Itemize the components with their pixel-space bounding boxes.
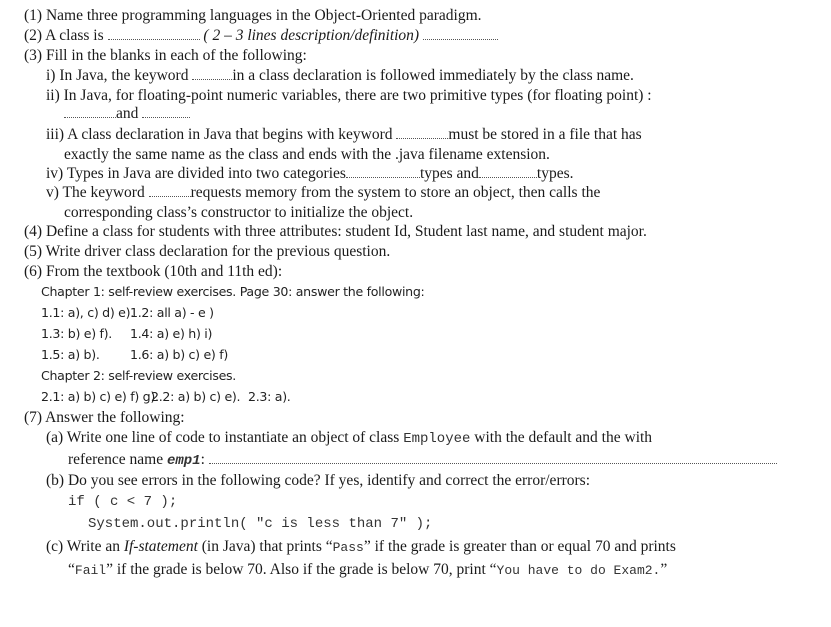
q7-c-text2: (in Java) that prints “ <box>197 538 333 555</box>
q7-c <box>46 537 676 557</box>
q7-c-cont <box>68 560 667 580</box>
q3-v-text: v) The keyword <box>46 184 149 201</box>
blank <box>142 105 190 118</box>
q7-a <box>46 428 652 449</box>
class-name: Employee <box>403 431 471 447</box>
q3-iv <box>46 164 574 183</box>
exercise-row <box>41 303 214 322</box>
quote: ” <box>660 561 668 578</box>
blank <box>346 165 420 178</box>
exercise-item: 1.2: all a) - e ) <box>130 305 214 320</box>
question-2 <box>24 26 498 45</box>
exercise-item: 2.2: a) b) c) e). <box>151 389 241 404</box>
and-text: and <box>116 105 139 122</box>
exercise-item: 1.1: a), c) d) e). <box>41 305 134 320</box>
exercise-row <box>41 387 291 406</box>
exam2-literal: You have to do Exam2. <box>496 563 661 578</box>
q3-i-text: i) In Java, the keyword <box>46 67 193 84</box>
exercise-row <box>41 324 213 343</box>
q3-iii <box>46 125 642 144</box>
q3-v-cont: corresponding class’s constructor to initialize the object. <box>64 204 414 221</box>
q7-c-text4: ” if the grade is below 70. Also if the grade is below 70, print “ <box>106 561 497 578</box>
blank <box>149 184 191 197</box>
question-4: (4) Define a class for students with three attributes: student Id, Student last name, and student major. <box>24 223 647 240</box>
blank <box>64 105 116 118</box>
q7-c-text3: ” if the grade is greater than or equal 70 and prints <box>363 538 676 555</box>
q7-a-cont <box>68 450 777 471</box>
q3-iii-text2: must be stored in a file that has <box>448 126 642 143</box>
q7-a-text3: reference name <box>68 451 167 468</box>
q3-ii-blanks <box>64 104 190 123</box>
question-5: (5) Write driver class declaration for the previous question. <box>24 243 391 260</box>
exercise-item: 1.5: a) b). <box>41 347 100 362</box>
colon: : <box>200 451 209 468</box>
pass-literal: Pass <box>332 540 364 555</box>
blank <box>479 165 537 178</box>
blank <box>209 451 777 464</box>
chapter-2-heading: Chapter 2: self-review exercises. <box>41 368 237 383</box>
chapter-1-heading: Chapter 1: self-review exercises. Page 30: answer the following: <box>41 284 425 299</box>
q3-iii-text: iii) A class declaration in Java that begins with keyword <box>46 126 397 143</box>
q3-iv-text2: types and <box>419 165 479 182</box>
q3-i <box>46 66 634 85</box>
question-7-title: (7) Answer the following: <box>24 409 185 426</box>
q7-a-text2: with the default and the with <box>470 429 653 446</box>
exercise-item: 1.3: b) e) f). <box>41 326 112 341</box>
exercise-row <box>41 345 228 364</box>
question-1: (1) Name three programming languages in the Object-Oriented paradigm. <box>24 7 482 24</box>
q3-iv-text: iv) Types in Java are divided into two categories <box>46 165 346 182</box>
q3-v-text2: requests memory from the system to store an object, then calls the <box>190 184 601 201</box>
code-line-1: if ( c < 7 ); <box>68 494 178 510</box>
q3-ii: ii) In Java, for floating-point numeric variables, there are two primitive types (for floating point) : <box>46 87 652 104</box>
fail-literal: Fail <box>74 563 107 578</box>
q2-hint: ( 2 – 3 lines description/definition) <box>203 27 420 44</box>
question-3-title: (3) Fill in the blanks in each of the following: <box>24 47 307 64</box>
q7-b: (b) Do you see errors in the following code? If yes, identify and correct the error/errors: <box>46 472 591 489</box>
blank <box>396 126 448 139</box>
quote: “ <box>68 561 75 578</box>
blank <box>423 27 498 40</box>
reference-name: emp1 <box>166 453 201 469</box>
blank <box>192 67 232 80</box>
exercise-item: 2.3: a). <box>248 389 291 404</box>
q3-iii-cont: exactly the same name as the class and ends with the .java filename extension. <box>64 146 550 163</box>
q7-c-text: (c) Write an <box>46 538 124 555</box>
exercise-item: 1.6: a) b) c) e) f) <box>130 347 228 362</box>
if-statement-term: If-statement <box>123 538 198 555</box>
q2-prefix: (2) A class is <box>24 27 108 44</box>
code-line-2: System.out.println( "c is less than 7" ); <box>88 516 433 532</box>
q3-v <box>46 183 600 202</box>
q3-i-text2: in a class declaration is followed immediately by the class name. <box>232 67 634 84</box>
q7-a-text: (a) Write one line of code to instantiate an object of class <box>46 429 404 446</box>
q3-iv-text3: types. <box>536 165 574 182</box>
question-6-title: (6) From the textbook (10th and 11th ed): <box>24 263 283 280</box>
blank <box>108 27 200 40</box>
exercise-item: 1.4: a) e) h) i) <box>130 326 213 341</box>
exercise-item: 2.1: a) b) c) e) f) g). <box>41 389 159 404</box>
